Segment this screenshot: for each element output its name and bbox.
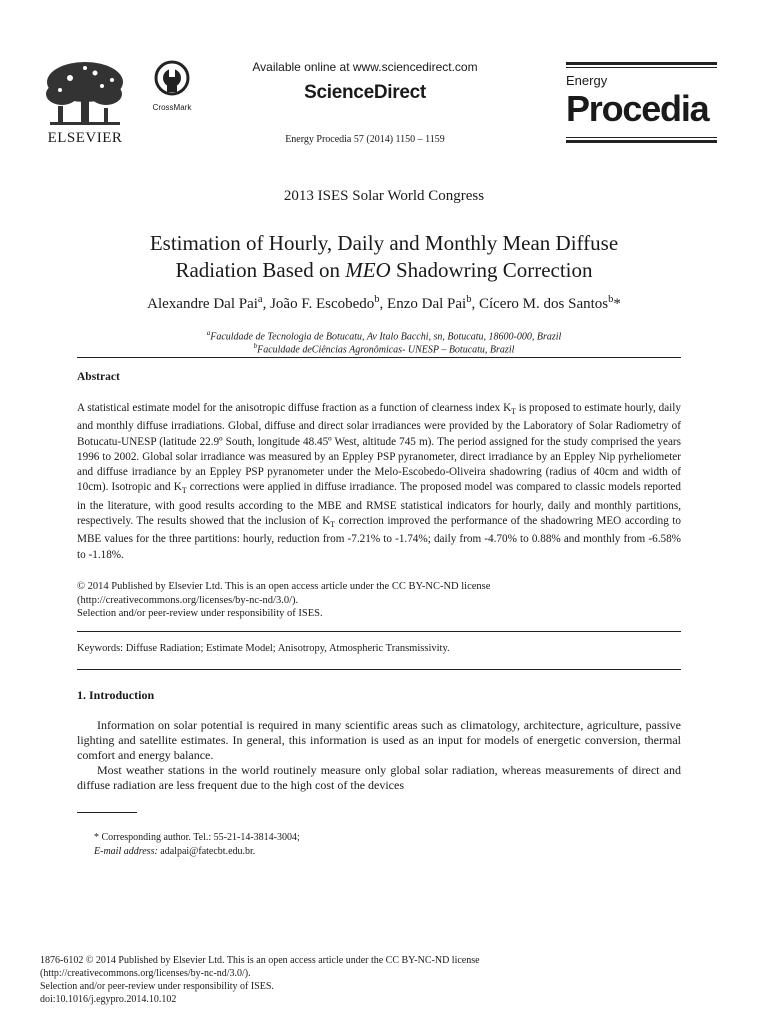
author-list [40,294,728,313]
subscript: T [511,407,516,417]
journal-logo [566,62,717,144]
affiliation-a-mark: a [206,329,211,337]
divider [77,357,681,358]
doi-link[interactable]: doi:10.1016/j.egypro.2014.10.102 [40,994,177,1005]
corresponding-author-mark: * [613,296,621,312]
journal-name-procedia: Procedia [566,88,709,129]
author-affiliation-mark: b [466,294,472,305]
abstract-text: correction improved the performance of the shadowring MEO according to MBE values for the three partitions: hourly, reduction from -7.21% to -1.74%; daily from -4.70% to 0.88% and monthly from -6.58% to -1.18%. [77,514,681,561]
title-line-2b: Shadowring Correction [390,258,593,282]
divider [77,669,681,670]
paper-title [70,230,698,284]
abstract-body [77,401,681,563]
crossmark-badge[interactable] [150,60,194,112]
journal-name-energy: Energy [566,73,608,88]
title-italic-meo: MEO [345,258,391,282]
affiliation-a [40,329,728,342]
author-separator: , [262,296,271,312]
author-separator: , [471,296,479,312]
abstract-text: A statistical estimate model for the anisotropic diffuse fraction as a function of clearness index K [77,402,512,414]
author-name: Cícero M. dos Santos [478,296,609,312]
conference-name: 2013 ISES Solar World Congress [283,188,485,204]
corresponding-author-line: * Corresponding author. Tel.: 55-21-14-3814-3004; [94,832,300,843]
issn-copyright-line: 1876-6102 © 2014 Published by Elsevier Ltd. This is an open access article under the CC BY-NC-ND license [40,955,480,966]
license-link[interactable]: (http://creativecommons.org/licenses/by-nc-nd/3.0/). [77,594,299,606]
author-name: Alexandre Dal Pai [147,296,258,312]
author-affiliation-mark: b [608,294,614,305]
article-footer [40,954,600,1006]
publisher-name: ELSEVIER [47,130,123,146]
abstract-text: corrections were applied in diffuse irradiance. The proposed model was compared to classic models reported in the literature, with good results according to the MBE and RMSE statistical indicators for hourly, daily and monthly partitions, respectively. The results showed that the inclusion of K [77,481,681,527]
affiliation-b [40,342,728,355]
paragraph: Information on solar potential is required in many scientific areas such as climatology, architecture, agriculture, passive lighting and satellite estimates. In general, this information is used as an input for models of energetic conversion, thermal comfort and energy balance. [77,718,681,762]
affiliation-a-text: Faculdade de Tecnologia de Botucatu, Av Italo Bacchi, sn, Botucatu, 18600-000, Brazil [210,331,562,343]
introduction-body [77,718,681,793]
copyright-notice [77,580,681,621]
section-heading-introduction: 1. Introduction [77,688,155,702]
license-link[interactable]: (http://creativecommons.org/licenses/by-nc-nd/3.0/). [40,968,251,979]
author-affiliation-mark: b [374,294,380,305]
abstract-text: is proposed to estimate hourly, daily and monthly diffuse irradiations. Global, diffuse and direct solar irradiances were provided by the Laboratory of Solar Radiometry of Botucatu-UNESP (latitude 22.9º South, longitude 48.45º West, altitude 745 m). The period assigned for the study comprised the years 1996 to 2002. Global solar irradiance was measured by an Eppley PSP pyranometer, direct irradiance by an Eppley Nip pyrheliometer and diffuse irradiance by an Eppley PSP pyranometer under the Melo-Escobedo-Oliveira shadowring (radius of 40cm and width of 10cm). Isotropic and K [77,402,681,494]
affiliation-b-text: Faculdade deCiências Agronômicas- UNESP – Botucatu, Brazil [257,344,515,356]
footnote [94,831,300,859]
crossmark-label: CrossMark [152,103,192,112]
available-online-text: Available online at www.sciencedirect.com [252,60,478,74]
title-line-2a: Radiation Based on [175,258,346,282]
crossmark-icon [154,60,190,96]
author-affiliation-mark: a [257,294,263,305]
affiliation-b-mark: b [253,342,258,350]
abstract-heading: Abstract [77,371,120,383]
sciencedirect-wordmark: ScienceDirect [304,82,426,103]
journal-citation: Energy Procedia 57 (2014) 1150 – 1159 [285,134,445,145]
email-label: E-mail address: [94,846,158,857]
subscript: T [181,486,187,496]
paragraph: Most weather stations in the world routinely measure only global solar radiation, whereas measurements of direct and diffuse radiation are less frequent due to the high cost of the devices [77,763,681,792]
email-address[interactable]: adalpai@fatecbt.edu.br. [157,846,256,857]
divider [77,631,681,632]
title-line-1: Estimation of Hourly, Daily and Monthly Mean Diffuse [149,231,619,255]
peer-review-line: Selection and/or peer-review under responsibility of ISES. [40,981,274,992]
peer-review-line: Selection and/or peer-review under responsibility of ISES. [77,608,323,619]
author-separator: , [379,296,388,312]
author-name: João F. Escobedo [270,296,375,312]
subscript: T [330,520,336,530]
keywords: Keywords: Diffuse Radiation; Estimate Model; Anisotropy, Atmospheric Transmissivity. [77,643,450,654]
copyright-line: © 2014 Published by Elsevier Ltd. This is an open access article under the CC BY-NC-ND license [77,581,491,592]
author-name: Enzo Dal Pai [387,296,467,312]
footnote-divider [77,812,137,813]
